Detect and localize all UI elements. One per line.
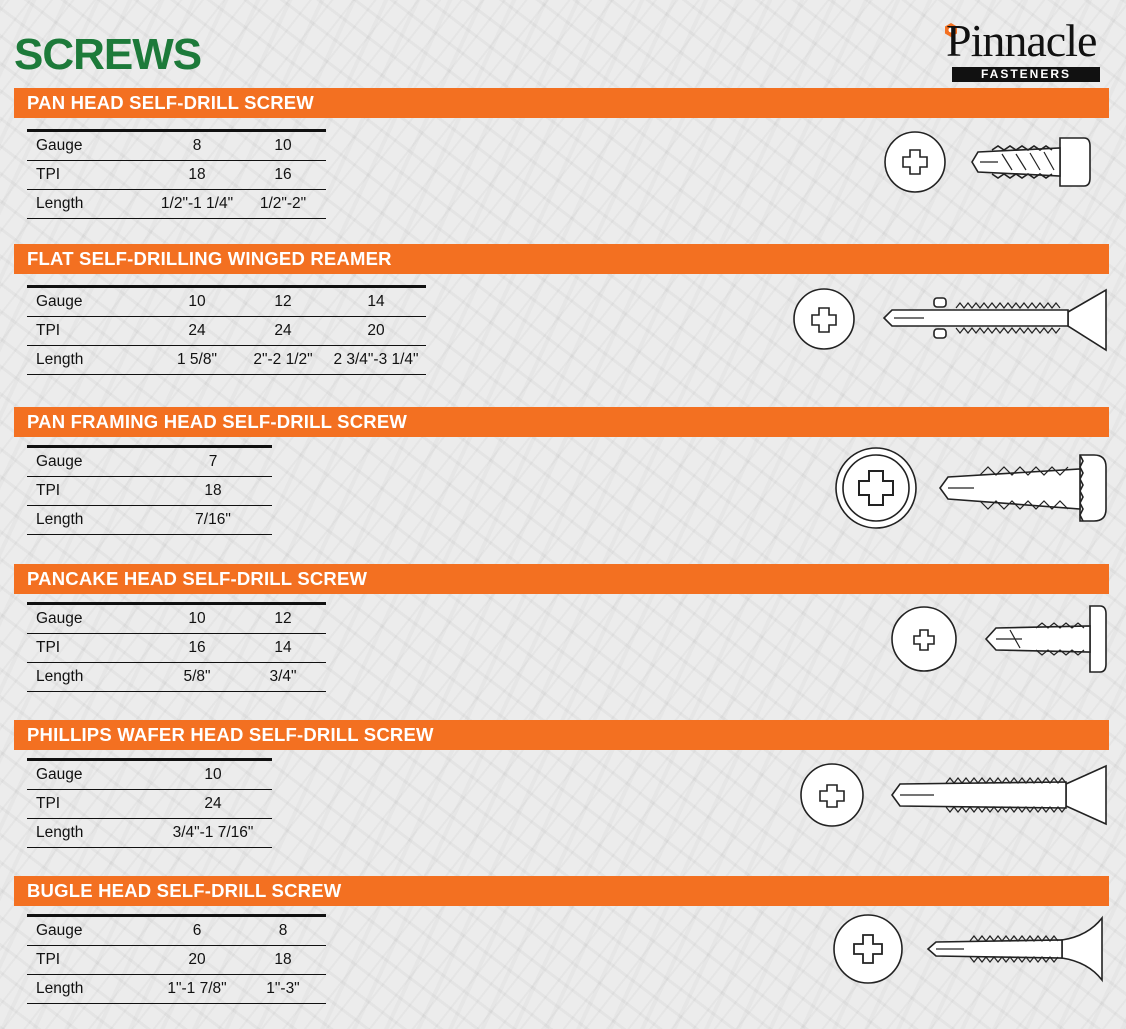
section-heading: BUGLE HEAD SELF-DRILL SCREW (14, 876, 1109, 906)
phillips-head-icon (801, 764, 863, 826)
tpi-value: 18 (154, 477, 272, 506)
spec-table (27, 285, 426, 375)
bugle-head-screw-illustration (830, 912, 1110, 988)
table-row (27, 317, 426, 346)
table-row (27, 346, 426, 375)
screw-side-profile-icon (892, 766, 1106, 824)
length-value: 5/8" (154, 663, 240, 692)
gauge-value: 14 (326, 287, 426, 317)
table-row (27, 790, 272, 819)
gauge-label: Gauge (27, 287, 154, 317)
tpi-value: 20 (154, 946, 240, 975)
tpi-label: TPI (27, 161, 154, 190)
gauge-value: 10 (154, 760, 272, 790)
length-label: Length (27, 819, 154, 848)
table-row (27, 604, 326, 634)
section-heading: PAN FRAMING HEAD SELF-DRILL SCREW (14, 407, 1109, 437)
logo-wordmark: Pinnacle (946, 15, 1097, 66)
section-heading: FLAT SELF-DRILLING WINGED REAMER (14, 244, 1109, 274)
phillips-head-icon (836, 448, 916, 528)
section-heading: PANCAKE HEAD SELF-DRILL SCREW (14, 564, 1109, 594)
pan-framing-screw-illustration (830, 447, 1110, 533)
tpi-value: 18 (240, 946, 326, 975)
length-value: 1 5/8" (154, 346, 240, 375)
length-value: 3/4"-1 7/16" (154, 819, 272, 848)
table-row (27, 975, 326, 1004)
wafer-head-screw-illustration (796, 762, 1110, 832)
tpi-value: 16 (154, 634, 240, 663)
gauge-value: 8 (240, 916, 326, 946)
length-value: 1/2"-2" (240, 190, 326, 219)
phillips-head-icon (794, 289, 854, 349)
tpi-label: TPI (27, 946, 154, 975)
length-label: Length (27, 190, 154, 219)
table-row (27, 916, 326, 946)
gauge-value: 12 (240, 604, 326, 634)
gauge-value: 10 (154, 287, 240, 317)
tpi-label: TPI (27, 634, 154, 663)
screw-side-profile-icon (986, 606, 1106, 672)
gauge-label: Gauge (27, 131, 154, 161)
table-row (27, 287, 426, 317)
table-row (27, 634, 326, 663)
gauge-value: 7 (154, 447, 272, 477)
table-row (27, 190, 326, 219)
spec-table (27, 445, 272, 535)
length-value: 1"-3" (240, 975, 326, 1004)
tpi-label: TPI (27, 477, 154, 506)
gauge-value: 12 (240, 287, 326, 317)
length-value: 3/4" (240, 663, 326, 692)
table-row (27, 506, 272, 535)
pancake-head-screw-illustration (886, 604, 1110, 676)
tpi-label: TPI (27, 790, 154, 819)
screw-side-profile-icon (940, 455, 1106, 521)
pinnacle-logo (928, 4, 1108, 84)
section-heading: PHILLIPS WAFER HEAD SELF-DRILL SCREW (14, 720, 1109, 750)
gauge-value: 10 (240, 131, 326, 161)
length-label: Length (27, 506, 154, 535)
length-label: Length (27, 346, 154, 375)
length-value: 1/2"-1 1/4" (154, 190, 240, 219)
winged-reamer-screw-illustration (788, 286, 1110, 356)
tpi-value: 20 (326, 317, 426, 346)
gauge-label: Gauge (27, 447, 154, 477)
table-row (27, 819, 272, 848)
gauge-label: Gauge (27, 760, 154, 790)
length-value: 7/16" (154, 506, 272, 535)
logo-tagline: FASTENERS (952, 67, 1100, 82)
phillips-head-icon (892, 607, 956, 671)
tpi-value: 16 (240, 161, 326, 190)
table-row (27, 946, 326, 975)
tpi-value: 24 (154, 790, 272, 819)
tpi-value: 18 (154, 161, 240, 190)
spec-table (27, 602, 326, 692)
spec-table (27, 758, 272, 848)
section-heading: PAN HEAD SELF-DRILL SCREW (14, 88, 1109, 118)
screw-side-profile-icon (884, 290, 1106, 350)
table-row (27, 131, 326, 161)
length-value: 2"-2 1/2" (240, 346, 326, 375)
tpi-label: TPI (27, 317, 154, 346)
length-label: Length (27, 663, 154, 692)
gauge-value: 10 (154, 604, 240, 634)
phillips-head-icon (885, 132, 945, 192)
gauge-label: Gauge (27, 604, 154, 634)
table-row (27, 161, 326, 190)
tpi-value: 24 (240, 317, 326, 346)
length-value: 1"-1 7/8" (154, 975, 240, 1004)
table-row (27, 477, 272, 506)
page-title: SCREWS (14, 30, 202, 79)
table-row (27, 447, 272, 477)
screw-side-profile-icon (928, 918, 1102, 980)
tpi-value: 24 (154, 317, 240, 346)
pan-head-screw-illustration (880, 128, 1110, 198)
gauge-label: Gauge (27, 916, 154, 946)
spec-table (27, 914, 326, 1004)
tpi-value: 14 (240, 634, 326, 663)
table-row (27, 760, 272, 790)
screw-side-profile-icon (972, 138, 1090, 186)
spec-table (27, 129, 326, 219)
gauge-value: 8 (154, 131, 240, 161)
gauge-value: 6 (154, 916, 240, 946)
length-value: 2 3/4"-3 1/4" (326, 346, 426, 375)
phillips-head-icon (834, 915, 902, 983)
length-label: Length (27, 975, 154, 1004)
table-row (27, 663, 326, 692)
